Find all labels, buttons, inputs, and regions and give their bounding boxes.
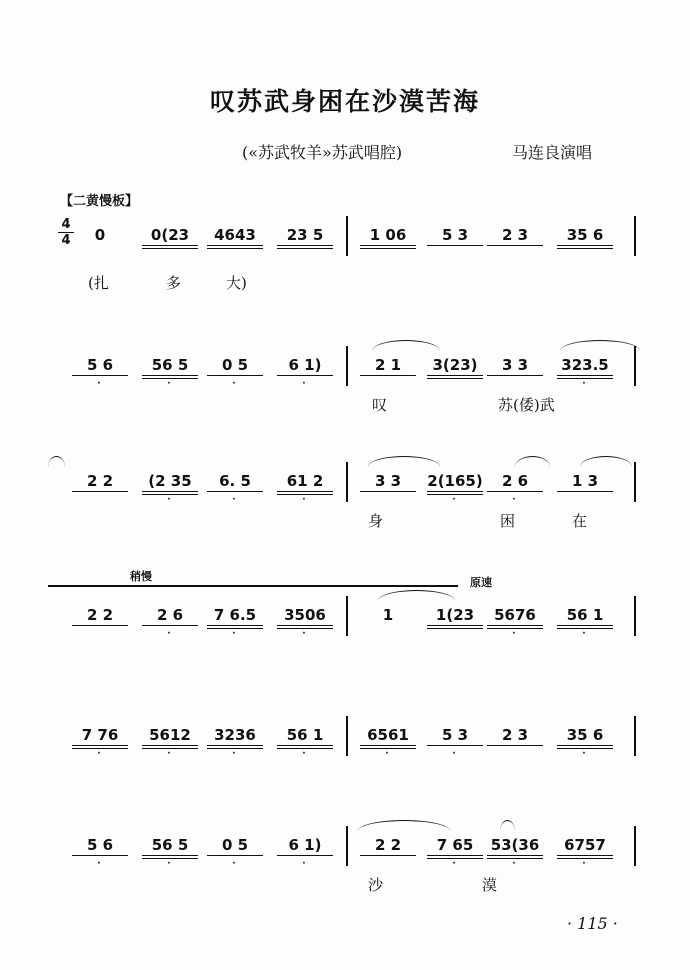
octave-dots: · [452, 859, 458, 869]
octave-dots: · [302, 629, 308, 639]
lyric-syllable: (扎 [88, 274, 109, 292]
note-text: 7 6.5 [213, 606, 257, 624]
octave-dots: · [232, 749, 238, 759]
barline [634, 826, 636, 866]
note-text: 53(36 [490, 836, 540, 854]
lyric-syllable: 身 [368, 512, 384, 530]
note-group [275, 356, 335, 389]
underline [72, 375, 128, 376]
underline [557, 248, 613, 249]
octave-dots: · [167, 859, 173, 869]
page-title: 叹苏武身困在沙漠苦海 [209, 87, 480, 116]
underline [487, 491, 543, 492]
note-group [70, 726, 130, 759]
octave-dots: · [302, 749, 308, 759]
note-text: 6 1) [288, 356, 322, 374]
underline [487, 625, 543, 626]
slur [358, 820, 450, 831]
note-group [555, 606, 615, 639]
underline [277, 625, 333, 626]
note-group [275, 226, 335, 244]
underline [207, 248, 263, 249]
notation-line [0, 346, 690, 426]
underline [207, 625, 263, 626]
barline [634, 346, 636, 386]
note-group [205, 472, 265, 505]
underline [427, 628, 483, 629]
note-text: 7 76 [81, 726, 119, 744]
note-text: 5 6 [86, 836, 114, 854]
slur [372, 340, 440, 351]
underline [557, 625, 613, 626]
lyric-syllable: 多 [166, 274, 182, 292]
note-group [358, 836, 418, 854]
lyric-syllable: 在 [572, 512, 588, 530]
lyric-syllable: 叹 [372, 396, 388, 414]
barline [634, 716, 636, 756]
note-text: 2(165) [427, 472, 483, 490]
note-group [70, 226, 130, 244]
note-text: 6561 [367, 726, 409, 744]
note-group [275, 726, 335, 759]
note-text: 4643 [214, 226, 256, 244]
note-text: 1 3 [571, 472, 599, 490]
underline [360, 248, 416, 249]
note-text: 61 2 [286, 472, 324, 490]
underline [360, 745, 416, 746]
note-text: 3(23) [432, 356, 478, 374]
underline [487, 245, 543, 246]
note-text: 56 5 [151, 836, 189, 854]
tempo-mark-original: 原速 [470, 576, 492, 589]
note-text: 5612 [149, 726, 191, 744]
note-text: 3506 [284, 606, 326, 624]
note-group [425, 472, 485, 505]
note-text: 1(23 [435, 606, 475, 624]
underline [207, 375, 263, 376]
tempo-mark-slower: 稍慢 [130, 570, 152, 583]
octave-dots: · [232, 629, 238, 639]
underline [360, 491, 416, 492]
note-text: 1 06 [369, 226, 407, 244]
underline [277, 745, 333, 746]
note-text: 2 2 [86, 606, 114, 624]
underline [277, 491, 333, 492]
note-text: 6757 [564, 836, 606, 854]
underline [557, 491, 613, 492]
underline [487, 375, 543, 376]
slur [515, 456, 550, 467]
note-group [70, 606, 130, 624]
underline [142, 491, 198, 492]
underline [277, 855, 333, 856]
slur [560, 340, 640, 351]
underline [360, 855, 416, 856]
underline [557, 855, 613, 856]
note-group [205, 726, 265, 759]
underline [557, 375, 613, 376]
slur [580, 456, 632, 467]
note-text: 3 3 [501, 356, 529, 374]
note-text: 0 5 [221, 836, 249, 854]
barline [346, 826, 348, 866]
octave-dots: · [167, 495, 173, 505]
barline [634, 596, 636, 636]
underline [142, 248, 198, 249]
note-group [485, 226, 545, 244]
lyric-syllable: 漠 [482, 876, 498, 894]
barline [346, 716, 348, 756]
underline [360, 245, 416, 246]
underline [142, 245, 198, 246]
performer-credit: 马连良演唱 [512, 143, 593, 162]
notation-line [0, 596, 690, 676]
note-group [205, 836, 265, 869]
note-group [140, 356, 200, 389]
note-text: 0 [94, 226, 106, 244]
octave-dots: · [512, 629, 518, 639]
note-text: 5 3 [441, 226, 469, 244]
underline [72, 855, 128, 856]
note-text: 5 3 [441, 726, 469, 744]
note-group [140, 726, 200, 759]
note-text: (2 35 [148, 472, 192, 490]
barline [346, 462, 348, 502]
underline [277, 375, 333, 376]
octave-dots: · [302, 859, 308, 869]
note-text: 2 6 [156, 606, 184, 624]
slur [368, 456, 440, 467]
note-text: 23 5 [286, 226, 324, 244]
time-signature-bottom: 4 [61, 233, 71, 248]
subtitle: («苏武牧羊»苏武唱腔) [242, 143, 403, 162]
note-text: 56 1 [566, 606, 604, 624]
octave-dots: · [302, 495, 308, 505]
note-group [555, 226, 615, 244]
octave-dots: · [582, 629, 588, 639]
underline [427, 855, 483, 856]
slur [500, 820, 515, 831]
note-text: 1 [382, 606, 394, 624]
octave-dots: · [97, 859, 103, 869]
octave-dots: · [97, 749, 103, 759]
note-group [485, 472, 545, 505]
underline [72, 491, 128, 492]
octave-dots: · [97, 379, 103, 389]
note-group [275, 606, 335, 639]
note-text: 2 1 [374, 356, 402, 374]
note-group [555, 472, 615, 490]
underline [207, 745, 263, 746]
note-group [358, 726, 418, 759]
lyric-syllable: 大) [226, 274, 247, 292]
note-group [485, 606, 545, 639]
note-group [425, 726, 485, 759]
octave-dots: · [582, 859, 588, 869]
underline [487, 745, 543, 746]
note-group [555, 836, 615, 869]
octave-dots: · [512, 495, 518, 505]
note-group [358, 472, 418, 490]
note-group [358, 606, 418, 624]
note-text: 6 1) [288, 836, 322, 854]
note-text: 5 6 [86, 356, 114, 374]
underline [427, 491, 483, 492]
note-text: 35 6 [566, 726, 604, 744]
note-text: 0(23 [150, 226, 190, 244]
note-text: 0 5 [221, 356, 249, 374]
slur [378, 590, 455, 601]
section-label: 【二黄慢板】 [60, 194, 139, 209]
underline [557, 245, 613, 246]
underline [207, 491, 263, 492]
note-text: 7 65 [436, 836, 474, 854]
underline [142, 375, 198, 376]
underline [427, 378, 483, 379]
underline [277, 245, 333, 246]
octave-dots: · [452, 495, 458, 505]
note-group [70, 836, 130, 869]
time-signature-top: 4 [61, 217, 71, 232]
note-text: 5676 [494, 606, 536, 624]
note-group [425, 226, 485, 244]
lyric-syllable: 沙 [368, 876, 384, 894]
underline [142, 625, 198, 626]
notation-line [0, 216, 690, 296]
underline [142, 745, 198, 746]
octave-dots: · [512, 859, 518, 869]
underline [72, 625, 128, 626]
underline [207, 245, 263, 246]
notation-line [0, 716, 690, 796]
note-group [275, 472, 335, 505]
note-group [140, 606, 200, 639]
underline [427, 245, 483, 246]
note-group [205, 356, 265, 389]
barline [346, 596, 348, 636]
underline [277, 248, 333, 249]
note-group [425, 356, 485, 374]
note-group [70, 356, 130, 389]
octave-dots: · [167, 749, 173, 759]
underline [427, 625, 483, 626]
note-group [140, 472, 200, 505]
octave-dots: · [302, 379, 308, 389]
underline [427, 745, 483, 746]
page-number: · 115 · [567, 914, 618, 933]
note-text: 2 2 [86, 472, 114, 490]
barline [634, 216, 636, 256]
barline [634, 462, 636, 502]
note-group [555, 726, 615, 759]
note-text: 323.5 [561, 356, 609, 374]
note-text: 56 5 [151, 356, 189, 374]
note-group [140, 226, 200, 244]
note-group [358, 356, 418, 374]
note-group [358, 226, 418, 244]
lyric-syllable: 困 [500, 512, 516, 530]
underline [360, 375, 416, 376]
note-text: 2 3 [501, 726, 529, 744]
octave-dots: · [167, 629, 173, 639]
octave-dots: · [232, 379, 238, 389]
note-text: 2 2 [374, 836, 402, 854]
note-group [140, 836, 200, 869]
underline [207, 855, 263, 856]
note-group [425, 606, 485, 624]
slur [48, 456, 65, 467]
note-group [205, 606, 265, 639]
octave-dots: · [452, 749, 458, 759]
octave-dots: · [385, 749, 391, 759]
note-group [205, 226, 265, 244]
octave-dots: · [582, 379, 588, 389]
note-group [425, 836, 485, 869]
underline [142, 855, 198, 856]
notation-line [0, 826, 690, 906]
note-group [555, 356, 615, 389]
underline [487, 855, 543, 856]
note-text: 56 1 [286, 726, 324, 744]
lyric-syllable: 苏(倭)武 [498, 396, 555, 414]
note-group [70, 472, 130, 490]
note-text: 2 3 [501, 226, 529, 244]
octave-dots: · [232, 495, 238, 505]
underline [557, 745, 613, 746]
notation-line [0, 462, 690, 542]
barline [346, 216, 348, 256]
octave-dots: · [167, 379, 173, 389]
note-group [485, 356, 545, 374]
note-group [485, 836, 545, 869]
note-text: 3236 [214, 726, 256, 744]
note-text: 35 6 [566, 226, 604, 244]
octave-dots: · [232, 859, 238, 869]
tempo-extension-line [48, 585, 458, 587]
note-group [275, 836, 335, 869]
note-text: 3 3 [374, 472, 402, 490]
barline [346, 346, 348, 386]
underline [72, 745, 128, 746]
note-group [485, 726, 545, 744]
note-text: 6. 5 [219, 472, 251, 490]
underline [427, 375, 483, 376]
note-text: 2 6 [501, 472, 529, 490]
octave-dots: · [582, 749, 588, 759]
